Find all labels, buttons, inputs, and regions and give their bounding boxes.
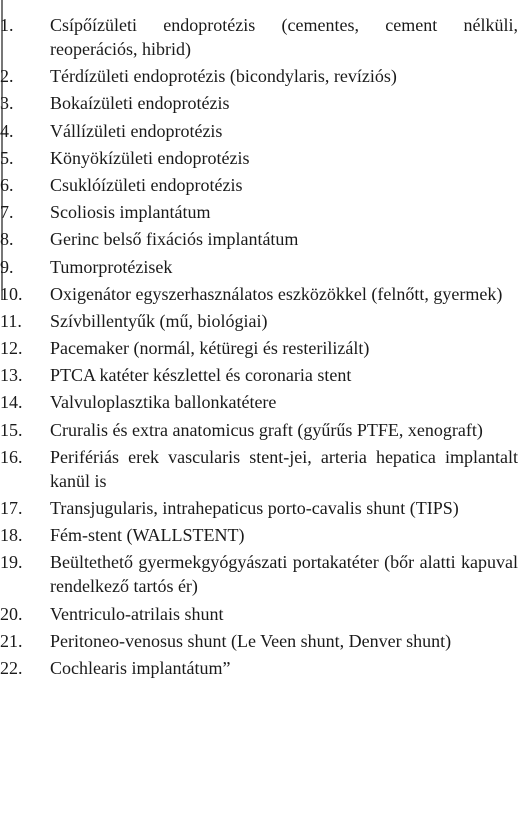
item-text: Peritoneo-venosus shunt (Le Veen shunt, Denver shunt): [50, 630, 452, 651]
item-number: 13.: [0, 365, 23, 386]
item-text: Scoliosis implantátum: [50, 202, 211, 223]
list-item: [0, 629, 528, 653]
item-text: Csípőízületi endoprotézis (cementes, cement nélküli, reoperációs, hibrid): [50, 15, 518, 59]
list-item: [0, 656, 528, 680]
item-text: Cruralis és extra anatomicus graft (gyűrűs PTFE, xenograft): [50, 419, 483, 440]
item-text: Beültethető gyermekgyógyászati portakatéter (bőr alatti kapuval rendelkező tartós ér): [50, 552, 518, 597]
list-item: [0, 64, 528, 88]
list-item: [0, 523, 528, 547]
item-number: 16.: [0, 446, 23, 467]
list-item: [0, 496, 528, 520]
item-number: 1.: [0, 15, 14, 35]
list-item: [0, 282, 528, 306]
list-item: [0, 336, 528, 360]
item-text: Oxigenátor egyszerhasználatos eszközökkel (felnőtt, gyermek): [50, 283, 503, 304]
item-number: 7.: [0, 202, 14, 223]
item-number: 6.: [0, 174, 14, 195]
item-text: Pacemaker (normál, kétüregi és resterilizált): [50, 338, 370, 359]
item-number: 5.: [0, 147, 14, 168]
item-number: 12.: [0, 338, 23, 359]
item-text: Valvuloplasztika ballonkatétere: [50, 392, 277, 413]
item-text: Vállízületi endoprotézis: [50, 120, 223, 141]
item-text: Transjugularis, intrahepaticus porto-cavalis shunt (TIPS): [50, 498, 459, 518]
item-text: Térdízületi endoprotézis (bicondylaris, revíziós): [50, 66, 397, 87]
item-text: Szívbillentyűk (mű, biológiai): [50, 310, 268, 331]
list-item: [0, 255, 528, 279]
item-text: Perifériás erek vascularis stent-jei, arteria hepatica implantalt kanül is: [50, 446, 518, 491]
item-text: PTCA katéter készlettel és coronaria stent: [50, 365, 352, 386]
list-item: [0, 119, 528, 143]
item-text: Tumorprotézisek: [50, 256, 173, 277]
item-number: 20.: [0, 603, 23, 624]
list-item: [0, 445, 528, 493]
list-item: [0, 390, 528, 414]
item-number: 18.: [0, 525, 23, 546]
item-number: 11.: [0, 310, 22, 331]
list-item: [0, 363, 528, 387]
list-item: [0, 200, 528, 224]
list-item: [0, 602, 528, 626]
item-text: Csuklóízületi endoprotézis: [50, 174, 243, 195]
list-item: [0, 146, 528, 170]
list-item: [0, 418, 528, 442]
item-number: 3.: [0, 93, 14, 114]
list-item: [0, 91, 528, 115]
list-item: [0, 550, 528, 598]
item-text: Gerinc belső fixációs implantátum: [50, 229, 299, 250]
item-number: 15.: [0, 419, 23, 440]
item-number: 10.: [0, 283, 23, 304]
item-text: Ventriculo-atrilais shunt: [50, 603, 224, 624]
implant-list: [0, 13, 528, 683]
item-number: 14.: [0, 392, 23, 413]
item-text: Bokaízületi endoprotézis: [50, 93, 230, 114]
item-number: 19.: [0, 552, 23, 573]
list-item: [0, 227, 528, 251]
list-item: [0, 173, 528, 197]
item-number: 2.: [0, 66, 14, 87]
item-number: 17.: [0, 498, 23, 518]
item-number: 9.: [0, 256, 14, 277]
list-item: [0, 13, 528, 61]
item-text: Cochlearis implantátum”: [50, 657, 231, 678]
item-text: Könyökízületi endoprotézis: [50, 147, 250, 168]
item-number: 4.: [0, 120, 14, 141]
item-text: Fém-stent (WALLSTENT): [50, 525, 245, 546]
list-item: [0, 309, 528, 333]
item-number: 8.: [0, 229, 14, 250]
item-number: 21.: [0, 630, 23, 651]
item-number: 22.: [0, 657, 23, 678]
